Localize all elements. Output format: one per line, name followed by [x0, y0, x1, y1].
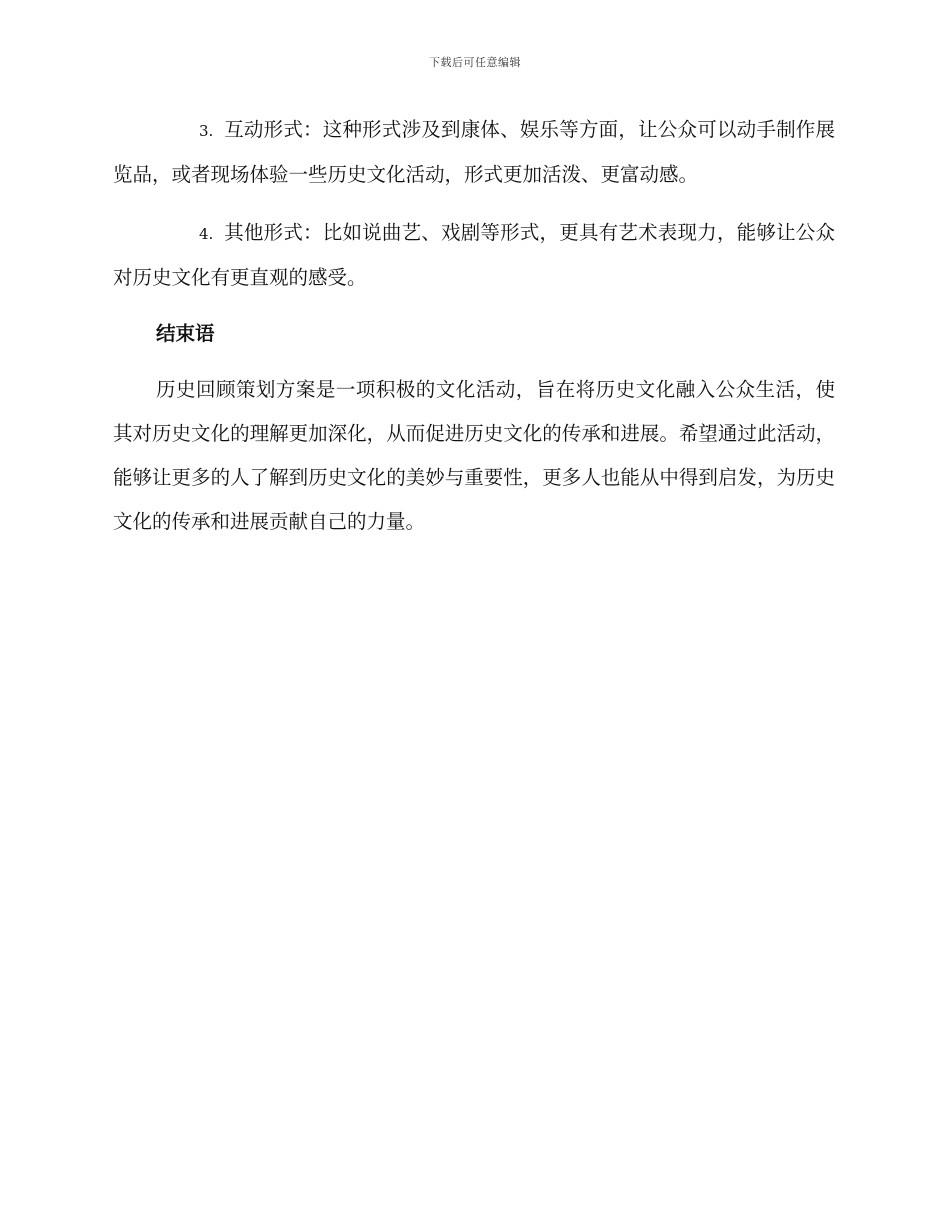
section-heading: 结束语 — [156, 322, 215, 345]
list-item-4 — [113, 211, 835, 300]
list-item-text: 其他形式：比如说曲艺、戏剧等形式，更具有艺术表现力，能够让公众对历史文化有更直观的感受。 — [113, 221, 835, 289]
list-number: 4. — [199, 225, 214, 243]
list-item-3 — [113, 108, 835, 197]
document-body — [113, 108, 835, 544]
list-number: 3. — [199, 122, 214, 140]
page-header: 下载后可任意编辑 — [429, 56, 521, 69]
list-item-text: 互动形式：这种形式涉及到康体、娱乐等方面，让公众可以动手制作展览品，或者现场体验一些历史文化活动，形式更加活泼、更富动感。 — [113, 118, 835, 186]
conclusion-paragraph: 历史回顾策划方案是一项积极的文化活动，旨在将历史文化融入公众生活，使其对历史文化的理解更加深化，从而促进历史文化的传承和进展。希望通过此活动，能够让更多的人了解到历史文化的美妙与重要性，更多人也能从中得到启发，为历史文化的传承和进展贡献自己的力量。 — [113, 378, 835, 533]
